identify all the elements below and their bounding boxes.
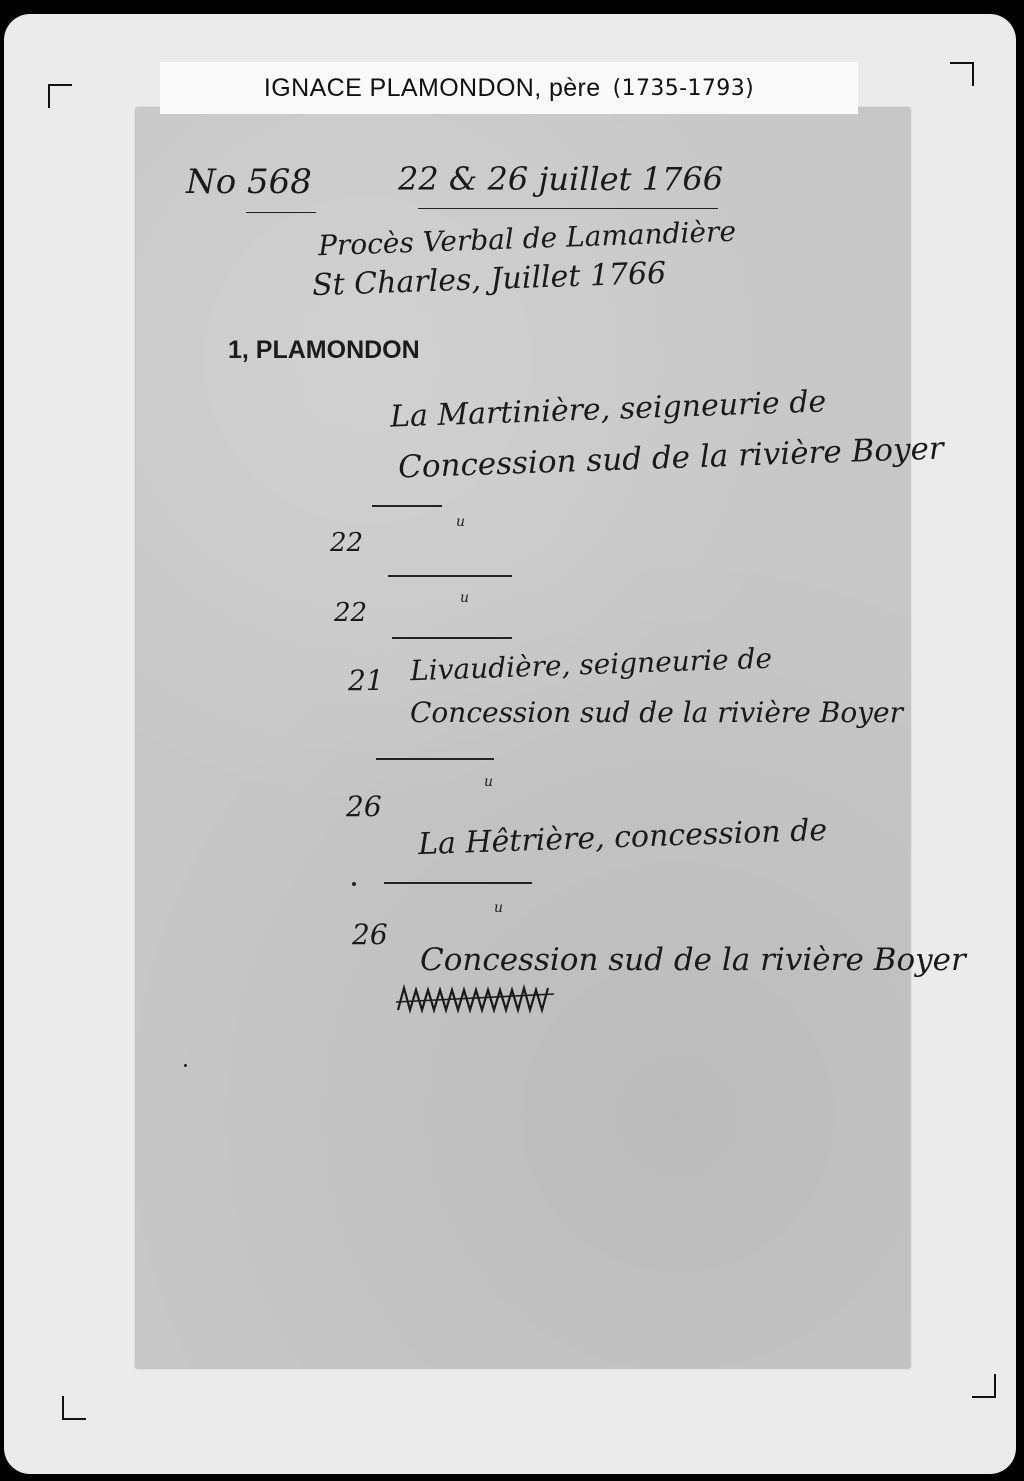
crop-mark-bottom-left bbox=[62, 1396, 86, 1420]
entry-3-number: 22 bbox=[334, 598, 368, 628]
entry-6-number: 26 bbox=[352, 918, 388, 951]
document-sheet bbox=[136, 108, 910, 1368]
entry-4-number: 21 bbox=[348, 664, 384, 697]
entry-2-number: 22 bbox=[330, 528, 364, 558]
entry-5-rule bbox=[376, 758, 494, 760]
entry-2-rule bbox=[372, 505, 442, 507]
heading-line-2: St Charles, Juillet 1766 bbox=[311, 255, 667, 304]
entry-4-line-1: Livaudière, seigneurie de bbox=[409, 641, 773, 688]
label-dates: (1735-1793) bbox=[612, 75, 755, 101]
entry-4-rule bbox=[392, 637, 512, 639]
ditto-mark-4: u bbox=[494, 900, 504, 916]
number-underline bbox=[246, 212, 316, 213]
ditto-mark-1: u bbox=[456, 514, 466, 530]
label-name: IGNACE PLAMONDON, père bbox=[263, 73, 601, 102]
entry-1-line-1: La Martinière, seigneurie de bbox=[389, 384, 827, 435]
ink-scribble bbox=[394, 980, 558, 1020]
entry-6-line-2: Concession sud de la rivière Boyer bbox=[420, 942, 966, 978]
ink-speck bbox=[184, 1064, 187, 1067]
crop-mark-bottom-right bbox=[972, 1374, 996, 1398]
ink-dot bbox=[352, 882, 356, 886]
crop-mark-top-right bbox=[950, 62, 974, 86]
entry-6-rule bbox=[384, 882, 532, 884]
crop-mark-top-left bbox=[48, 84, 72, 108]
entry-4-line-2: Concession sud de la rivière Boyer bbox=[410, 696, 903, 729]
heading-line-1: Procès Verbal de Lamandière bbox=[317, 214, 737, 263]
entry-5-number: 26 bbox=[346, 790, 382, 823]
document-number: No 568 bbox=[186, 162, 312, 202]
entry-5-line-1: La Hêtrière, concession de bbox=[417, 812, 828, 863]
archive-label bbox=[160, 62, 858, 114]
typed-entry: 1, PLAMONDON bbox=[228, 336, 420, 364]
entry-1-line-2: Concession sud de la rivière Boyer bbox=[397, 430, 945, 486]
ditto-mark-2: u bbox=[460, 590, 470, 606]
entry-3-rule bbox=[388, 575, 512, 577]
document-date: 22 & 26 juillet 1766 bbox=[398, 160, 724, 198]
ditto-mark-3: u bbox=[484, 774, 494, 790]
date-underline bbox=[418, 208, 718, 209]
